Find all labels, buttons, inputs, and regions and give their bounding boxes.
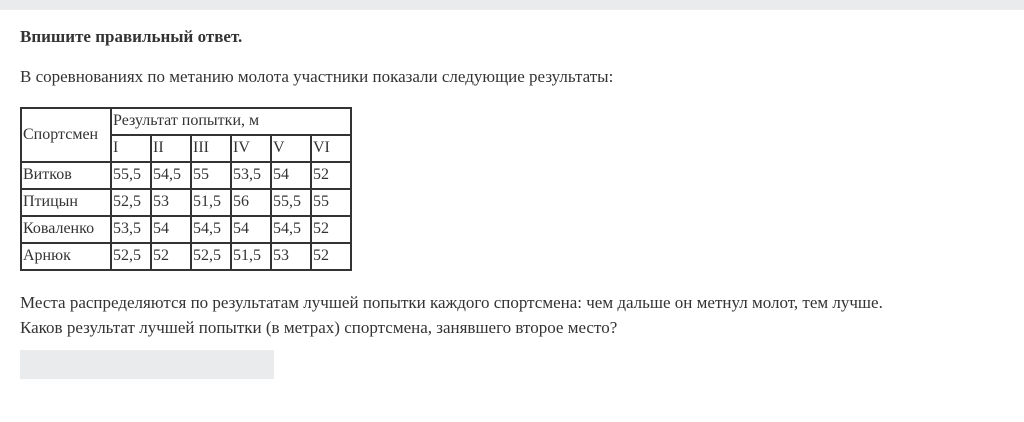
result-cell: 53,5	[231, 162, 271, 189]
table-row	[21, 216, 351, 243]
result-cell: 54	[151, 216, 191, 243]
attempt-header: V	[271, 135, 311, 162]
athlete-name: Арнюк	[21, 243, 111, 270]
result-cell: 55	[191, 162, 231, 189]
task-question: Каков результат лучшей попытки (в метрах) спортсмена, занявшего второе место?	[20, 318, 618, 337]
athlete-name: Коваленко	[21, 216, 111, 243]
answer-input[interactable]	[20, 350, 274, 379]
table-header-row	[21, 108, 351, 135]
result-cell: 52	[311, 162, 351, 189]
result-cell: 54,5	[151, 162, 191, 189]
result-cell: 51,5	[231, 243, 271, 270]
task-heading: Впишите правильный ответ.	[20, 27, 243, 46]
attempt-header: IV	[231, 135, 271, 162]
result-cell: 54	[231, 216, 271, 243]
result-cell: 54,5	[191, 216, 231, 243]
result-cell: 52,5	[111, 243, 151, 270]
attempt-header: II	[151, 135, 191, 162]
result-cell: 54	[271, 162, 311, 189]
attempt-header: III	[191, 135, 231, 162]
task-content	[20, 26, 1010, 379]
result-cell: 53,5	[111, 216, 151, 243]
result-cell: 52,5	[111, 189, 151, 216]
athlete-header: Спортсмен	[21, 108, 111, 162]
top-bar	[0, 0, 1024, 10]
result-cell: 52	[151, 243, 191, 270]
athlete-name: Птицын	[21, 189, 111, 216]
task-condition: Места распределяются по результатам лучшей попытки каждого спортсмена: чем дальше он метнул молот, тем лучше.	[20, 293, 883, 312]
result-cell: 56	[231, 189, 271, 216]
results-table	[20, 107, 352, 271]
result-cell: 53	[151, 189, 191, 216]
attempt-header: VI	[311, 135, 351, 162]
table-row	[21, 189, 351, 216]
result-cell: 53	[271, 243, 311, 270]
result-cell: 54,5	[271, 216, 311, 243]
result-header: Результат попытки, м	[111, 108, 351, 135]
table-row	[21, 162, 351, 189]
result-cell: 52,5	[191, 243, 231, 270]
attempt-header: I	[111, 135, 151, 162]
result-cell: 55	[311, 189, 351, 216]
athlete-name: Витков	[21, 162, 111, 189]
task-intro: В соревнованиях по метанию молота участники показали следующие результаты:	[20, 67, 614, 86]
result-cell: 52	[311, 216, 351, 243]
table-row	[21, 243, 351, 270]
result-cell: 51,5	[191, 189, 231, 216]
result-cell: 55,5	[271, 189, 311, 216]
result-cell: 52	[311, 243, 351, 270]
result-cell: 55,5	[111, 162, 151, 189]
task-question-block	[20, 290, 1010, 340]
